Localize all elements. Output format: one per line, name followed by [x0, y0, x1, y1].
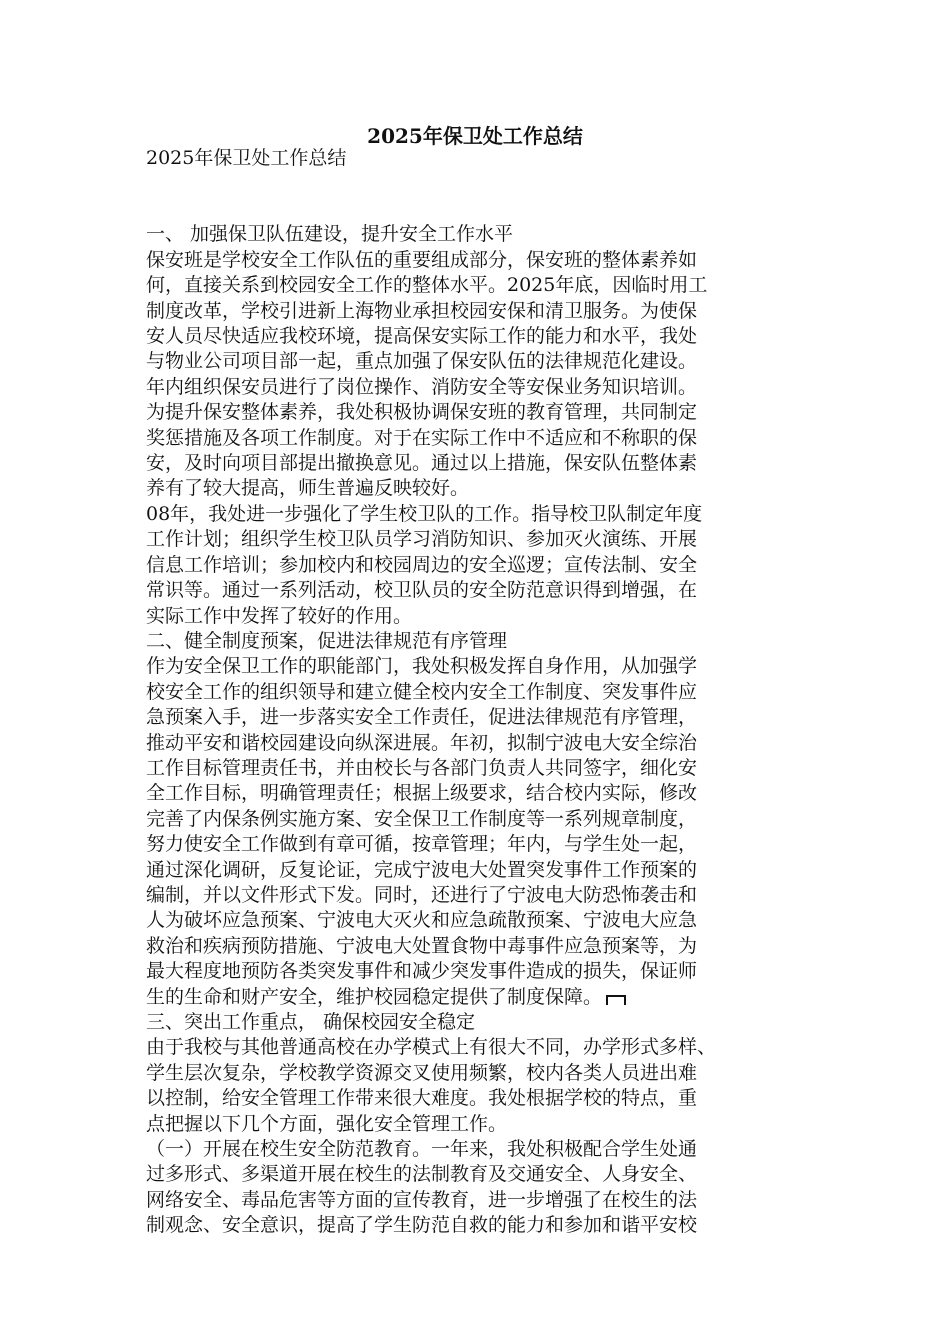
body-line: 信息工作培训；参加校内和校园周边的安全巡逻；宣传法制、安全	[146, 553, 698, 576]
body-line: 学生层次复杂，学校教学资源交叉使用频繁，校内各类人员进出难	[146, 1061, 698, 1084]
section-heading-2: 二、健全制度预案，促进法律规范有序管理	[146, 629, 508, 652]
body-line: 全工作目标，明确管理责任；根据上级要求，结合校内实际，修改	[146, 782, 698, 805]
body-line: 人为破坏应急预案、宁波电大灭火和应急疏散预案、宁波电大应急	[146, 909, 698, 932]
body-line: 制度改革，学校引进新上海物业承担校园安保和清卫服务。为使保	[146, 299, 698, 322]
body-line: 年内组织保安员进行了岗位操作、消防安全等安保业务知识培训。	[146, 375, 698, 398]
body-line: 安，及时向项目部提出撤换意见。通过以上措施，保安队伍整体素	[146, 452, 698, 475]
body-line: 为提升保安整体素养，我处积极协调保安班的教育管理，共同制定	[146, 401, 698, 424]
document-subtitle: 2025年保卫处工作总结	[146, 147, 347, 169]
body-line: 养有了较大提高，师生普遍反映较好。	[146, 477, 470, 500]
body-line: 点把握以下几个方面，强化安全管理工作。	[146, 1112, 508, 1135]
body-line: 08年，我处进一步强化了学生校卫队的工作。指导校卫队制定年度	[146, 502, 703, 525]
section-heading-1: 一、 加强保卫队伍建设，提升安全工作水平	[146, 223, 514, 246]
document-title: 2025年保卫处工作总结	[367, 124, 583, 148]
body-line: 常识等。通过一系列活动，校卫队员的安全防范意识得到增强，在	[146, 579, 698, 602]
body-line: （一）开展在校生安全防范教育。一年来，我处积极配合学生处通	[146, 1138, 698, 1161]
body-line: 制观念、安全意识，提高了学生防范自救的能力和参加和谐平安校	[146, 1214, 698, 1237]
body-line: 工作目标管理责任书，并由校长与各部门负责人共同签字，细化安	[146, 756, 698, 779]
body-line: 工作计划；组织学生校卫队员学习消防知识、参加灭火演练、开展	[146, 528, 698, 551]
body-line-text: 生的生命和财产安全，维护校园稳定提供了制度保障。	[146, 985, 603, 1008]
section-heading-3: 三、突出工作重点， 确保校园安全稳定	[146, 1011, 476, 1033]
body-line: 努力使安全工作做到有章可循，按章管理；年内，与学生处一起，	[146, 833, 698, 856]
body-line: 通过深化调研，反复论证，完成宁波电大处置突发事件工作预案的	[146, 858, 698, 881]
body-line: 保安班是学校安全工作队伍的重要组成部分，保安班的整体素养如	[146, 248, 698, 271]
body-line: 完善了内保条例实施方案、安全保卫工作制度等一系列规章制度，	[146, 807, 698, 830]
bracket-mark-icon	[606, 995, 626, 1005]
body-line: 推动平安和谐校园建设向纵深进展。年初，拟制宁波电大安全综治	[146, 731, 698, 754]
blank-space	[146, 171, 814, 222]
body-line: 以控制，给安全管理工作带来很大难度。我处根据学校的特点，重	[146, 1087, 698, 1110]
body-line: 由于我校与其他普通高校在办学模式上有很大不同，办学形式多样、	[146, 1036, 717, 1059]
body-line: 网络安全、毒品危害等方面的宣传教育，进一步增强了在校生的法	[146, 1188, 698, 1211]
body-line: 过多形式、多渠道开展在校生的法制教育及交通安全、人身安全、	[146, 1163, 698, 1186]
body-line: 编制，并以文件形式下发。同时，还进行了宁波电大防恐怖袭击和	[146, 883, 698, 906]
body-line: 何，直接关系到校园安全工作的整体水平。2025年底，因临时用工	[146, 274, 708, 297]
body-line: 救治和疾病预防措施、宁波电大处置食物中毒事件应急预案等，为	[146, 934, 698, 957]
body-line: 校安全工作的组织领导和建立健全校内安全工作制度、突发事件应	[146, 680, 698, 703]
body-line: 安人员尽快适应我校环境，提高保安实际工作的能力和水平，我处	[146, 325, 698, 348]
body-line: 作为安全保卫工作的职能部门，我处积极发挥自身作用，从加强学	[146, 655, 698, 678]
body-line: 急预案入手，进一步落实安全工作责任，促进法律规范有序管理，	[146, 706, 698, 729]
body-line: 奖惩措施及各项工作制度。对于在实际工作中不适应和不称职的保	[146, 426, 698, 449]
body-line-with-mark	[146, 985, 814, 1010]
body-line: 实际工作中发挥了较好的作用。	[146, 604, 413, 627]
body-line: 最大程度地预防各类突发事件和减少突发事件造成的损失，保证师	[146, 960, 698, 983]
body-line: 与物业公司项目部一起，重点加强了保安队伍的法律规范化建设。	[146, 350, 698, 373]
document-body	[146, 146, 814, 1239]
